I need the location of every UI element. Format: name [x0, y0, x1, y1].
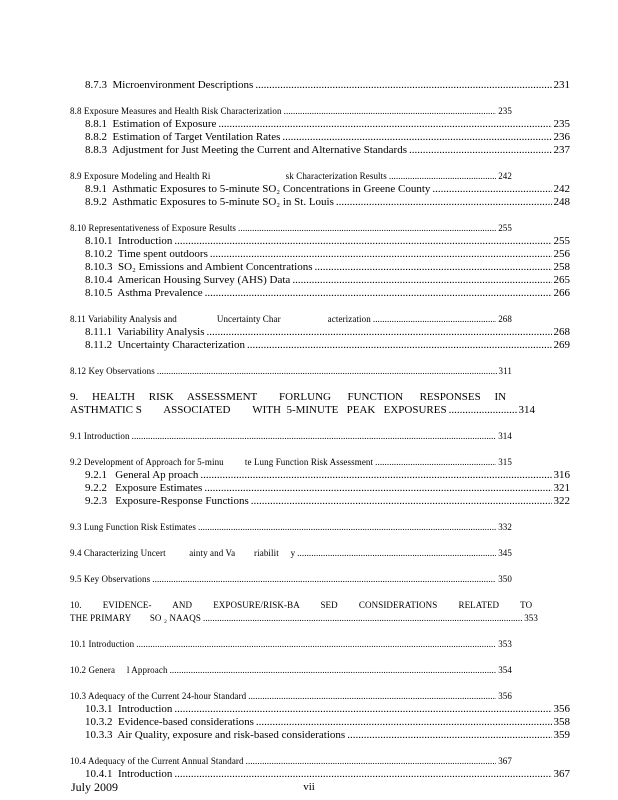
- toc-entry: [70, 391, 535, 404]
- toc-entry: [70, 690, 512, 703]
- toc-entry-page: 314: [498, 431, 512, 441]
- toc-entry-page: 316: [553, 469, 570, 481]
- toc-entry: [70, 79, 570, 92]
- page-footer: [0, 780, 618, 798]
- toc-entry-title: 8.7.3 Microenvironment Descriptions: [85, 79, 254, 91]
- toc-dot-leader: [170, 664, 497, 677]
- toc-entry-page: 353: [524, 613, 538, 623]
- toc-entry-page: 356: [553, 703, 570, 715]
- toc-entry-title: 9.1 Introduction: [70, 431, 130, 441]
- toc-entry-page: 314: [518, 404, 535, 416]
- toc-dot-leader: [198, 521, 496, 534]
- toc-entry-page: 268: [498, 314, 512, 324]
- toc-entry: [70, 599, 538, 612]
- toc-entry-page: 268: [553, 326, 570, 338]
- toc-entry-title: 8.11 Variability Analysis and Uncertainty Char acterization: [70, 314, 371, 324]
- toc-entry-title: 8.11.1 Variability Analysis: [85, 326, 205, 338]
- toc-dot-leader: [432, 183, 551, 196]
- toc-dot-leader: [409, 144, 551, 157]
- toc-entry: [70, 521, 512, 534]
- toc-entry: [70, 196, 570, 209]
- toc-entry-title: 8.9.2 Asthmatic Exposures to 5-minute SO₂ in St. Louis: [85, 196, 334, 208]
- toc-entry-page: 345: [498, 548, 512, 558]
- toc-dot-leader: [282, 131, 551, 144]
- toc-dot-leader: [247, 339, 552, 352]
- toc-entry-title: 10.3.2 Evidence-based considerations: [85, 716, 254, 728]
- toc-entry-page: 235: [553, 118, 570, 130]
- toc-dot-leader: [205, 287, 552, 300]
- toc-entry: [70, 170, 512, 183]
- toc-entry-page: 255: [553, 235, 570, 247]
- toc-dot-leader: [251, 495, 552, 508]
- toc-entry-page: 236: [553, 131, 570, 143]
- footer-page-number: vii: [303, 781, 315, 793]
- toc-entry-page: 266: [553, 287, 570, 299]
- toc-entry-page: 358: [553, 716, 570, 728]
- toc-entry: [70, 339, 570, 352]
- toc-entry: [70, 716, 570, 729]
- toc-dot-leader: [248, 690, 496, 703]
- toc-entry: [70, 482, 570, 495]
- toc-dot-leader: [255, 79, 551, 92]
- toc-entry-page: 231: [553, 79, 570, 91]
- toc-entry-page: 354: [498, 665, 512, 675]
- toc-entry-title: 9.2.3 Exposure-Response Functions: [85, 495, 249, 507]
- toc-entry-title: 10.3 Adequacy of the Current 24-hour Standard: [70, 691, 247, 701]
- toc-entry: [70, 235, 570, 248]
- toc-entry: [70, 144, 570, 157]
- toc-entry-title: 8.8.2 Estimation of Target Ventilation Rates: [85, 131, 281, 143]
- toc-entry: [70, 638, 512, 651]
- toc-dot-leader: [315, 261, 552, 274]
- toc-dot-leader: [157, 365, 497, 378]
- toc-entry-title: 10. EVIDENCE- AND EXPOSURE/RISK-BA SED CONSIDERATIONS RELATED TO: [70, 600, 533, 610]
- toc-entry: [70, 495, 570, 508]
- toc-entry-page: 356: [498, 691, 512, 701]
- toc-entry-page: 350: [498, 574, 512, 584]
- toc-entry: [70, 430, 512, 443]
- toc-dot-leader: [449, 404, 517, 417]
- toc-entry-title: ASTHMATIC S ASSOCIATED WITH 5-MINUTE PEAK EXPOSURES: [70, 404, 447, 416]
- toc-dot-leader: [174, 235, 551, 248]
- toc-entry-title: 8.10.2 Time spent outdoors: [85, 248, 208, 260]
- toc-dot-leader: [389, 170, 496, 183]
- toc-entry: [70, 612, 538, 625]
- toc-entry: [70, 313, 512, 326]
- toc-entry: [70, 755, 512, 768]
- toc-entry-title: THE PRIMARY SO ₂ NAAQS: [70, 613, 201, 623]
- toc-dot-leader: [204, 482, 551, 495]
- toc-entry: [70, 547, 512, 560]
- toc-entry-title: 8.8.1 Estimation of Exposure: [85, 118, 217, 130]
- toc-entry-page: 315: [498, 457, 512, 467]
- toc-entry-title: 8.10 Representativeness of Exposure Results: [70, 223, 237, 233]
- toc-dot-leader: [375, 456, 496, 469]
- toc-dot-leader: [218, 118, 551, 131]
- toc-entry: [70, 118, 570, 131]
- toc-dot-leader: [206, 326, 551, 339]
- toc-dot-leader: [297, 547, 496, 560]
- toc-entry-page: 311: [498, 366, 512, 376]
- toc-entry-page: 269: [553, 339, 570, 351]
- toc-entry-page: 322: [553, 495, 570, 507]
- toc-entry-page: 367: [498, 756, 512, 766]
- toc-entry-title: 8.10.3 SO₂ Emissions and Ambient Concentrations: [85, 261, 313, 273]
- table-of-contents: [70, 79, 570, 781]
- toc-entry: [70, 365, 512, 378]
- toc-dot-leader: [152, 573, 496, 586]
- toc-entry: [70, 729, 570, 742]
- toc-entry-title: 8.9.1 Asthmatic Exposures to 5-minute SO₂ Concentrations in Greene County: [85, 183, 431, 195]
- toc-dot-leader: [136, 638, 496, 651]
- toc-entry-title: 10.3.1 Introduction: [85, 703, 173, 715]
- toc-dot-leader: [256, 716, 552, 729]
- toc-entry-title: 10.3.3 Air Quality, exposure and risk-based considerations: [85, 729, 346, 741]
- toc-entry-title: 9. HEALTH RISK ASSESSMENT FORLUNG FUNCTION RESPONSES IN: [70, 391, 507, 403]
- toc-entry: [70, 105, 512, 118]
- toc-entry-title: 9.3 Lung Function Risk Estimates: [70, 522, 196, 532]
- toc-entry-page: 255: [498, 223, 512, 233]
- toc-entry-page: 359: [553, 729, 570, 741]
- toc-entry-title: 8.12 Key Observations: [70, 366, 155, 376]
- toc-entry-title: 9.2 Development of Approach for 5-minu te Lung Function Risk Assessment: [70, 457, 374, 467]
- toc-entry-page: 242: [553, 183, 570, 195]
- toc-entry-page: 265: [553, 274, 570, 286]
- toc-entry-title: 9.2.2 Exposure Estimates: [85, 482, 203, 494]
- toc-entry: [70, 222, 512, 235]
- toc-entry-page: 321: [553, 482, 570, 494]
- toc-dot-leader: [200, 469, 551, 482]
- toc-entry-page: 353: [498, 639, 512, 649]
- toc-entry-title: 10.1 Introduction: [70, 639, 135, 649]
- toc-entry: [70, 287, 570, 300]
- toc-entry: [70, 664, 512, 677]
- toc-entry: [70, 183, 570, 196]
- toc-dot-leader: [284, 105, 497, 118]
- toc-entry: [70, 274, 570, 287]
- toc-dot-leader: [373, 313, 496, 326]
- toc-dot-leader: [292, 274, 551, 287]
- toc-entry: [70, 573, 512, 586]
- toc-entry-title: 8.11.2 Uncertainty Characterization: [85, 339, 245, 351]
- toc-entry-page: 258: [553, 261, 570, 273]
- toc-entry: [70, 456, 512, 469]
- toc-dot-leader: [336, 196, 552, 209]
- toc-entry-title: 9.5 Key Observations: [70, 574, 151, 584]
- toc-entry-page: 242: [498, 171, 512, 181]
- toc-entry: [70, 326, 570, 339]
- toc-entry-page: 235: [498, 106, 512, 116]
- toc-entry-title: 8.8 Exposure Measures and Health Risk Characterization: [70, 106, 282, 116]
- toc-entry-title: 8.9 Exposure Modeling and Health Ri sk Characterization Results: [70, 171, 387, 181]
- toc-entry: [70, 261, 570, 274]
- toc-entry-title: 8.8.3 Adjustment for Just Meeting the Current and Alternative Standards: [85, 144, 408, 156]
- toc-entry-page: 248: [553, 196, 570, 208]
- toc-entry-page: 367: [553, 768, 570, 780]
- toc-entry-page: 332: [498, 522, 512, 532]
- toc-dot-leader: [347, 729, 551, 742]
- toc-dot-leader: [203, 612, 522, 625]
- toc-dot-leader: [246, 755, 497, 768]
- toc-entry: [70, 404, 535, 417]
- toc-entry: [70, 703, 570, 716]
- toc-entry: [70, 131, 570, 144]
- toc-dot-leader: [132, 430, 497, 443]
- toc-entry-title: 8.10.1 Introduction: [85, 235, 173, 247]
- toc-entry: [70, 469, 570, 482]
- toc-entry-title: 10.4 Adequacy of the Current Annual Standard: [70, 756, 244, 766]
- toc-entry: [70, 248, 570, 261]
- toc-entry-page: 237: [553, 144, 570, 156]
- toc-entry-title: 8.10.5 Asthma Prevalence: [85, 287, 203, 299]
- toc-dot-leader: [238, 222, 496, 235]
- toc-entry-title: 10.2 Genera l Approach: [70, 665, 168, 675]
- footer-date: July 2009: [71, 780, 119, 794]
- toc-entry-page: 256: [553, 248, 570, 260]
- toc-entry-title: 9.4 Characterizing Uncert ainty and Va riabilit y: [70, 548, 296, 558]
- toc-entry-title: 9.2.1 General Ap proach: [85, 469, 199, 481]
- toc-dot-leader: [174, 703, 551, 716]
- toc-entry-title: 8.10.4 American Housing Survey (AHS) Data: [85, 274, 291, 286]
- toc-entry-title: 10.4.1 Introduction: [85, 768, 173, 780]
- toc-dot-leader: [210, 248, 552, 261]
